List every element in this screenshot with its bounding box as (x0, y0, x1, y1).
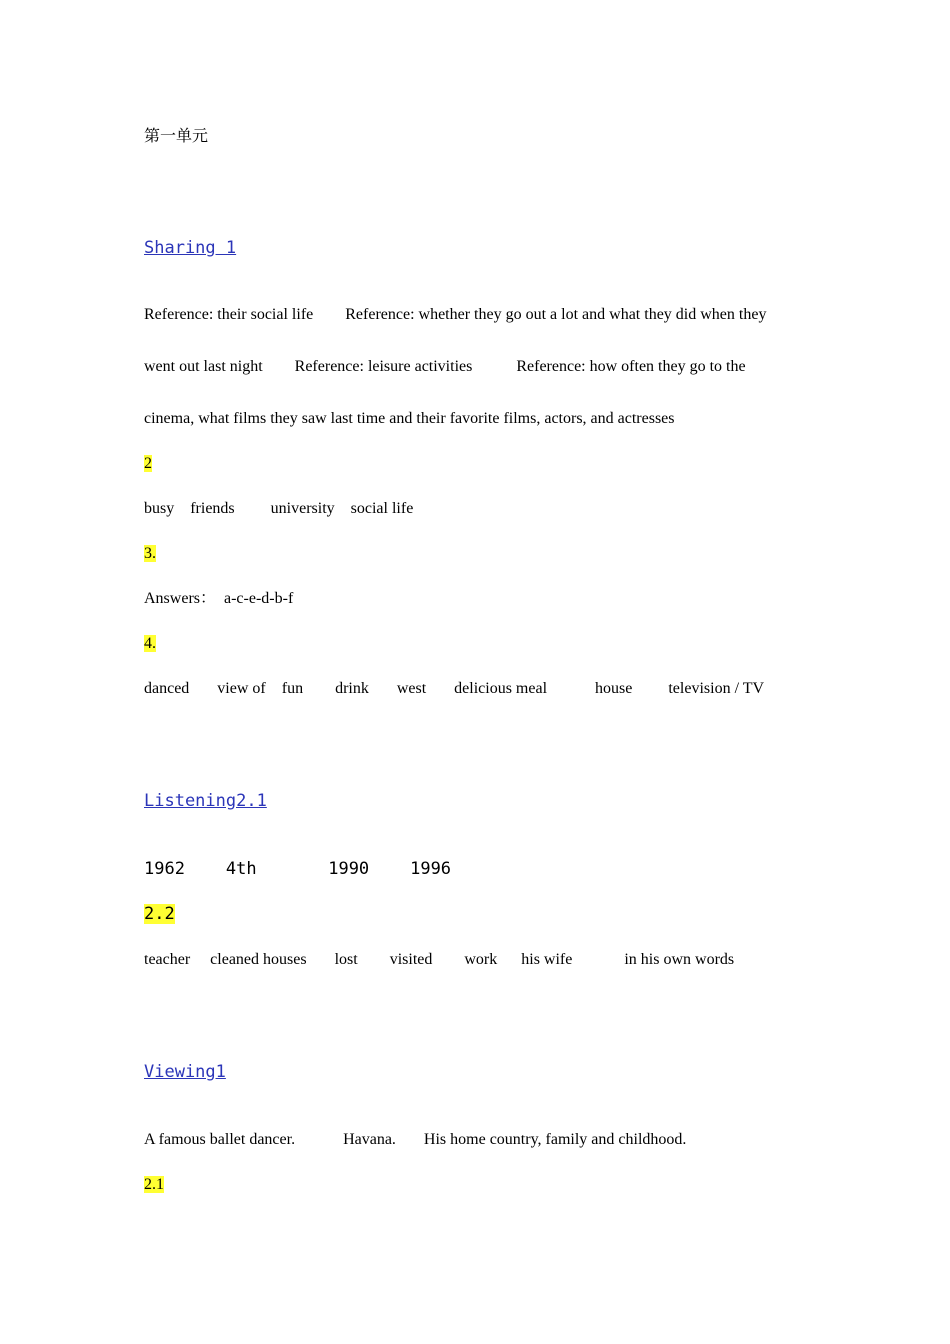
item-4-answers: danced view of fun drink west delicious meal house television / TV (144, 680, 765, 697)
sharing-paragraph-line-1: Reference: their social life Reference: whether they go out a lot and what they did when they (144, 306, 767, 323)
item-number-2-2: 2.2 (144, 904, 175, 924)
item-number-2-1: 2.1 (144, 1176, 164, 1193)
listening-answers: 1962 4th 1990 1996 (144, 859, 452, 879)
viewing-heading[interactable]: Viewing1 (144, 1062, 226, 1082)
unit-title: 第一单元 (144, 128, 209, 145)
listening-heading[interactable]: Listening2.1 (144, 791, 267, 811)
item-2-2-answers: teacher cleaned houses lost visited work his wife in his own words (144, 951, 735, 968)
item-number-2: 2 (144, 455, 152, 472)
item-3-answers: Answers： a-c-e-d-b-f (144, 590, 294, 607)
sharing-heading[interactable]: Sharing 1 (144, 238, 237, 258)
item-2-answers: busy friends university social life (144, 500, 414, 517)
item-number-3: 3. (144, 545, 156, 562)
item-number-4: 4. (144, 635, 156, 652)
viewing-answers: A famous ballet dancer. Havana. His home country, family and childhood. (144, 1131, 687, 1148)
sharing-paragraph-line-3: cinema, what films they saw last time and their favorite films, actors, and actresses (144, 410, 675, 427)
sharing-paragraph-line-2: went out last night Reference: leisure activities Reference: how often they go to the (144, 358, 746, 375)
